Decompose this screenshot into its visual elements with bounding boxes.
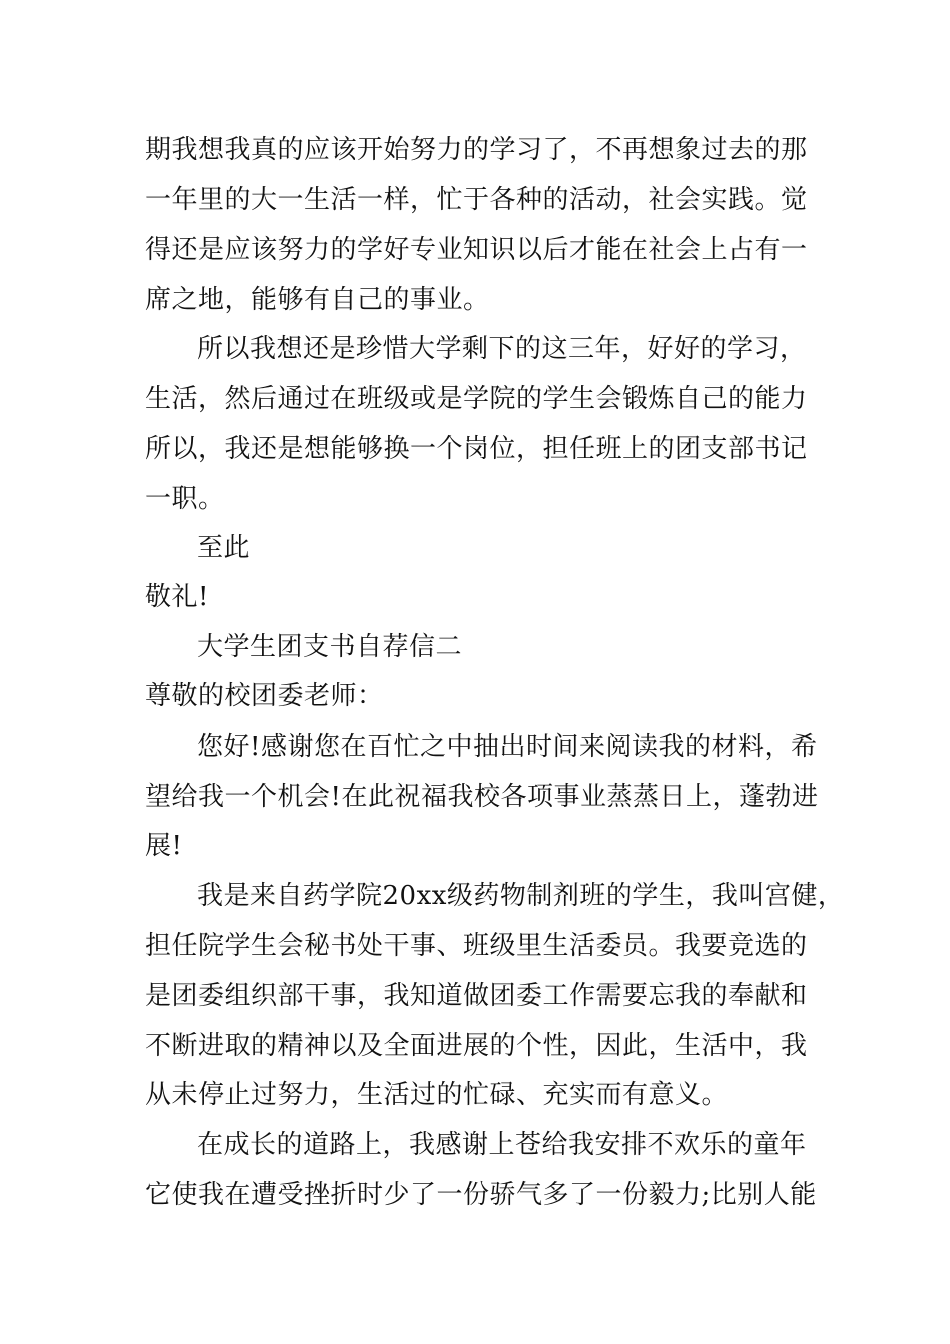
text-line-4: 席之地，能够有自己的事业。 [145, 285, 490, 315]
text-line-20: 从未停止过努力，生活过的忙碌、充实而有意义。 [145, 1080, 729, 1110]
text-line-3: 得还是应该努力的学好专业知识以后才能在社会上占有一 [145, 235, 808, 265]
text-line-22: 它使我在遭受挫折时少了一份骄气多了一份毅力;比别人能 [145, 1180, 817, 1210]
section-title: 大学生团支书自荐信二 [197, 632, 463, 662]
text-line-5: 所以我想还是珍惜大学剩下的这三年，好好的学习， [197, 334, 807, 364]
text-line-18: 是团委组织部干事，我知道做团委工作需要忘我的奉献和 [145, 981, 808, 1011]
text-line-6: 生活，然后通过在班级或是学院的学生会锻炼自己的能力 [145, 384, 808, 414]
text-line-13: 您好!感谢您在百忙之中抽出时间来阅读我的材料，希 [197, 732, 818, 762]
closing-line: 至此 [197, 533, 251, 563]
text-line-1: 期我想我真的应该开始努力的学习了，不再想象过去的那 [145, 135, 808, 165]
text-line-21: 在成长的道路上，我感谢上苍给我安排不欢乐的童年 [197, 1130, 807, 1160]
addressee-line: 尊敬的校团委老师： [145, 681, 384, 711]
salutation-line: 敬礼! [145, 582, 209, 612]
text-line-2: 一年里的大一生活一样，忙于各种的活动，社会实践。觉 [145, 185, 808, 215]
text-line-8: 一职。 [145, 484, 225, 514]
text-line-14: 望给我一个机会!在此祝福我校各项事业蒸蒸日上，蓬勃进 [145, 782, 819, 812]
text-line-17: 担任院学生会秘书处干事、班级里生活委员。我要竞选的 [145, 931, 808, 961]
text-line-19: 不断进取的精神以及全面进展的个性，因此，生活中，我 [145, 1031, 808, 1061]
text-line-7: 所以，我还是想能够换一个岗位，担任班上的团支部书记 [145, 434, 808, 464]
text-line-16: 我是来自药学院20xx级药物制剂班的学生，我叫宫健， [197, 881, 845, 911]
text-line-15: 展! [145, 831, 183, 861]
